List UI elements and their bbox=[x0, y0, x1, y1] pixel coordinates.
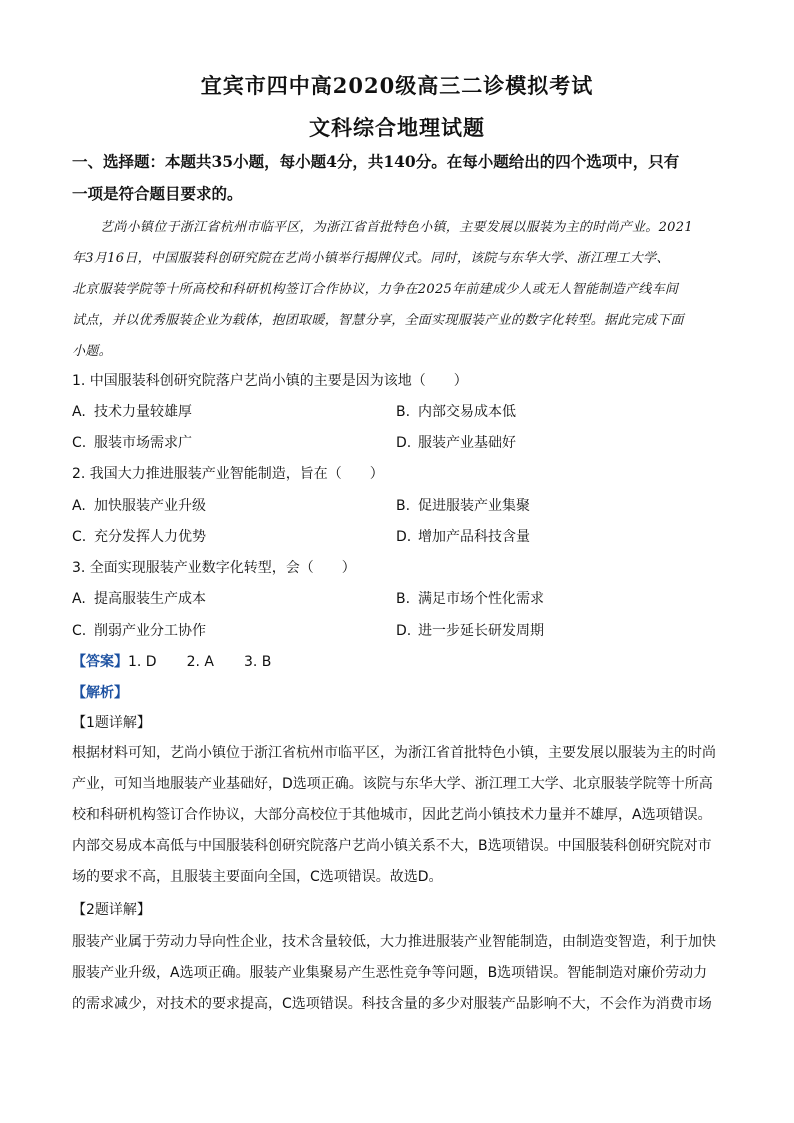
detail-2-line: 服装产业属于劳动力导向性企业，技术含量较低，大力推进服装产业智能制造，由制造变智造，利于加快 bbox=[72, 934, 716, 950]
option-text: 加快服装产业升级 bbox=[94, 498, 206, 514]
option-letter: D. bbox=[396, 435, 412, 451]
option-letter: B. bbox=[396, 498, 411, 514]
answer-tag: 【答案】 bbox=[72, 654, 128, 670]
page-subtitle: 文科综合地理试题 bbox=[309, 115, 485, 140]
question-2-option-d bbox=[396, 526, 530, 546]
detail-1-line: 产业，可知当地服装产业基础好，D选项正确。该院与东华大学、浙江理工大学、北京服装学院等十所高 bbox=[72, 776, 713, 792]
option-letter: C. bbox=[72, 623, 87, 639]
option-letter: C. bbox=[72, 529, 87, 545]
question-3-stem: 3. 全面实现服装产业数字化转型，会（ ） bbox=[72, 560, 356, 576]
question-2-option-c bbox=[72, 526, 206, 546]
option-text: 内部交易成本低 bbox=[418, 404, 516, 420]
answer-line bbox=[72, 651, 271, 671]
analysis-tag: 【解析】 bbox=[72, 685, 128, 701]
answer-1: 1. D bbox=[128, 654, 157, 670]
detail-1-line: 根据材料可知，艺尚小镇位于浙江省杭州市临平区，为浙江省首批特色小镇，主要发展以服装为主的时尚 bbox=[72, 745, 716, 761]
option-letter: B. bbox=[396, 591, 411, 607]
detail-1-heading: 【1题详解】 bbox=[72, 715, 151, 731]
option-letter: A. bbox=[72, 591, 86, 607]
detail-2-heading: 【2题详解】 bbox=[72, 902, 151, 918]
question-1-option-b bbox=[396, 401, 516, 421]
option-text: 削弱产业分工协作 bbox=[94, 623, 206, 639]
detail-1-line: 内部交易成本高低与中国服装科创研究院落户艺尚小镇关系不大，B选项错误。中国服装科创研究院对市 bbox=[72, 838, 712, 854]
question-3-option-a bbox=[72, 588, 206, 608]
option-letter: B. bbox=[396, 404, 411, 420]
passage-line: 艺尚小镇位于浙江省杭州市临平区，为浙江省首批特色小镇，主要发展以服装为主的时尚产业。2021 bbox=[100, 220, 693, 235]
question-1-option-a bbox=[72, 401, 192, 421]
question-3-option-b bbox=[396, 588, 544, 608]
question-3-option-d bbox=[396, 620, 544, 640]
passage-line: 年3月16日，中国服装科创研究院在艺尚小镇举行揭牌仪式。同时，该院与东华大学、浙江理工大学、 bbox=[72, 251, 670, 266]
option-text: 进一步延长研发周期 bbox=[418, 623, 544, 639]
option-letter: D. bbox=[396, 529, 412, 545]
answer-3: 3. B bbox=[243, 654, 272, 670]
option-text: 服装产业基础好 bbox=[418, 435, 516, 451]
detail-1-line: 校和科研机构签订合作协议，大部分高校位于其他城市，因此艺尚小镇技术力量并不雄厚，A选项错误。 bbox=[72, 807, 712, 823]
section-heading-line-2: 一项是符合题目要求的。 bbox=[72, 184, 243, 203]
analysis-heading bbox=[72, 682, 128, 702]
answer-2: 2. A bbox=[186, 654, 214, 670]
question-2-option-a bbox=[72, 495, 206, 515]
detail-2-line: 的需求减少，对技术的要求提高，C选项错误。科技含量的多少对服装产品影响不大，不会作为消费市场 bbox=[72, 996, 712, 1012]
option-text: 促进服装产业集聚 bbox=[418, 498, 530, 514]
question-2-stem: 2. 我国大力推进服装产业智能制造，旨在（ ） bbox=[72, 466, 384, 482]
option-letter: D. bbox=[396, 623, 412, 639]
detail-1-line: 场的要求不高，且服装主要面向全国，C选项错误。故选D。 bbox=[72, 869, 443, 885]
question-1-stem: 1. 中国服装科创研究院落户艺尚小镇的主要是因为该地（ ） bbox=[72, 373, 468, 389]
passage-line: 小题。 bbox=[72, 344, 112, 359]
passage-line: 试点，并以优秀服装企业为载体，抱团取暖，智慧分享，全面实现服装产业的数字化转型。据此完成下面 bbox=[72, 313, 684, 328]
option-text: 充分发挥人力优势 bbox=[94, 529, 206, 545]
section-heading-line-1: 一、选择题：本题共35小题，每小题4分，共140分。在每小题给出的四个选项中，只有 bbox=[72, 152, 680, 171]
option-text: 技术力量较雄厚 bbox=[94, 404, 192, 420]
detail-2-line: 服装产业升级，A选项正确。服装产业集聚易产生恶性竞争等问题，B选项错误。智能制造对廉价劳动力 bbox=[72, 965, 708, 981]
option-letter: A. bbox=[72, 404, 86, 420]
option-text: 满足市场个性化需求 bbox=[418, 591, 544, 607]
question-3-option-c bbox=[72, 620, 206, 640]
option-letter: A. bbox=[72, 498, 86, 514]
option-text: 服装市场需求广 bbox=[94, 435, 192, 451]
option-text: 提高服装生产成本 bbox=[94, 591, 206, 607]
option-letter: C. bbox=[72, 435, 87, 451]
question-1-option-c bbox=[72, 432, 192, 452]
question-1-option-d bbox=[396, 432, 516, 452]
question-2-option-b bbox=[396, 495, 530, 515]
option-text: 增加产品科技含量 bbox=[418, 529, 530, 545]
page-title: 宜宾市四中高2020级高三二诊模拟考试 bbox=[200, 73, 594, 98]
passage-line: 北京服装学院等十所高校和科研机构签订合作协议，力争在2025年前建成少人或无人智能制造产线车间 bbox=[72, 282, 679, 297]
